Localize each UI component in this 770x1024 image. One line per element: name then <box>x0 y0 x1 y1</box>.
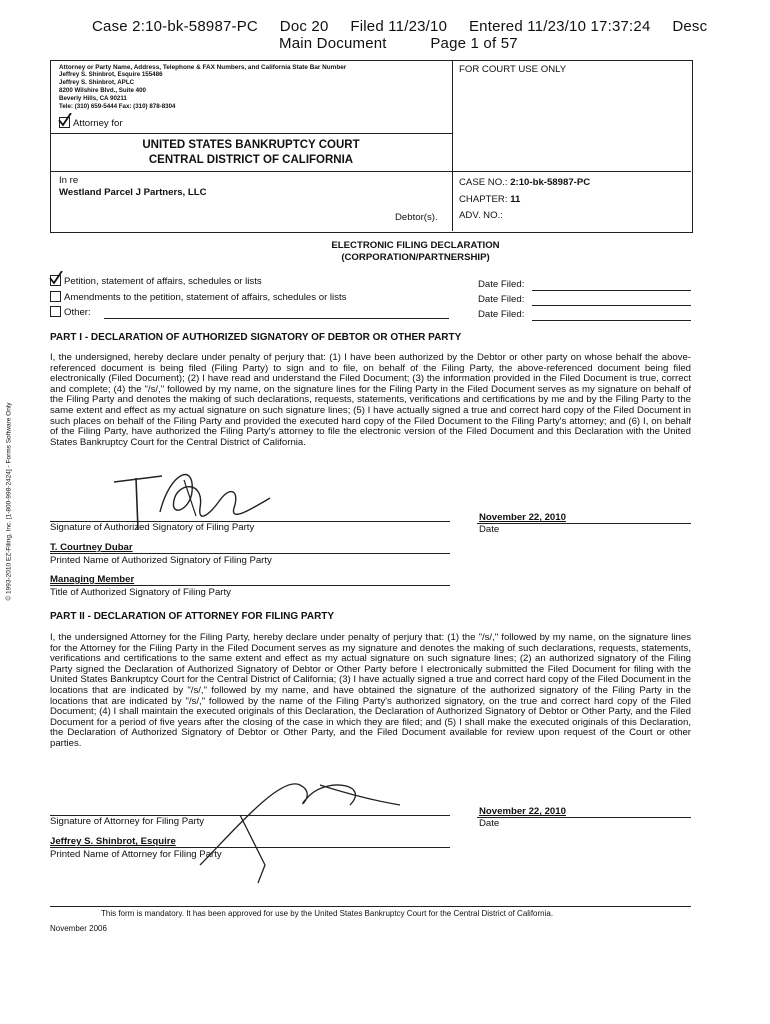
signatory-date-label: Date <box>479 524 500 535</box>
attorney-block-label: Attorney or Party Name, Address, Telephone & FAX Numbers, and California State Bar Number <box>59 64 347 71</box>
attorney-for-checkbox[interactable] <box>59 117 70 128</box>
case-header-line1: Case 2:10-bk-58987-PC Doc 20 Filed 11/23/10 Entered 11/23/10 17:37:24 Desc <box>92 18 708 35</box>
signatory-date: November 22, 2010 <box>479 512 566 523</box>
signatory-title-label: Title of Authorized Signatory of Filing Party <box>50 587 231 598</box>
attorney-date-label: Date <box>479 818 500 829</box>
part2-body: I, the undersigned Attorney for the Filing Party, hereby declare under penalty of perjury that: (1) the "/s/," followed by my name, on the signature lines for the Attorney for the Filing Party in the Filed Document serves as my signature and denotes the making of such declarations, requests, statements, verifications and certifications to the same extent and effect as my actual signature on such signature lines; (2) an authorized signatory of the Filing Party signed the Declaration of Authorized Signatory of Debtor or Other Party before I electronically submitted the Filed Document for filing with the United States Bankruptcy Court for the Central District of California; (3) I have actually signed a true and correct hard copy of the Filed Document in the locations that are indicated by "/s/," followed by my name, and have obtained the signature of the authorized signatory of the Filing Party in the locations that are indicated by "/s/," followed by the name of the Filing Party's authorized signatory, on the true and correct hard copy of the Filed Document; (4) I shall maintain the executed originals of this Declaration, the Declaration of Authorized Signatory of Debtor or Other Party, and the Filed Document for a period of five years after the closing of the case in which they are filed; and (5) I shall make the executed originals of this Declaration, the Declaration of Authorized Signatory of Debtor or Other Party, and the Filed Document available for review upon request of the Court or other parties. <box>50 632 691 749</box>
date-filed-label: Date Filed: <box>478 309 525 320</box>
footer-revision: November 2006 <box>50 924 107 933</box>
attorney-printed-name-label: Printed Name of Attorney for Filing Party <box>50 849 222 860</box>
court-use-label: FOR COURT USE ONLY <box>459 64 567 75</box>
case-header-line2: Main Document Page 1 of 57 <box>279 35 518 52</box>
court-name: UNITED STATES BANKRUPTCY COURT <box>142 139 360 151</box>
option-checkbox[interactable] <box>50 275 61 286</box>
signatory-printed-name: T. Courtney Dubar <box>50 542 133 553</box>
attorney-line: Tele: (310) 659-5444 Fax: (310) 878-8304 <box>59 103 176 110</box>
footer-notice: This form is mandatory. It has been approved for use by the United States Bankruptcy Court for the Central District of California. <box>101 909 554 918</box>
part2-heading: PART II - DECLARATION OF ATTORNEY FOR FILING PARTY <box>50 611 335 622</box>
date-filed-label: Date Filed: <box>478 279 525 290</box>
attorney-signature <box>170 755 410 885</box>
part1-body: I, the undersigned, hereby declare under penalty of perjury that: (1) I have been authorized by the Debtor or other party on whose behalf the above-referenced document is being filed (Filing Party) to sign and to file, on behalf of the Filing Party, the above-referenced document being filed electronically (Filed Document); (2) I have read and understand the Filed Document; (3) the information provided in the Filed Document is true, correct and complete; (4) the "/s/," followed by my name, on the signature lines for the Filing Party in the Filed Document serves as my signature on behalf of the Filing Party and denotes the making of such declarations, requests, statements, verifications and certifications by me and by the Filing Party to the same extent and effect as my actual signature on such signature lines; (5) I have actually signed a true and correct hard copy of the Filed Document in such places on behalf of the Filing Party and provided the executed hard copy of the Filed Document to the Filing Party's attorney; and (6) I, on behalf of the Filing Party, have authorized the Filing Party's attorney to file the electronic version of the Filed Document and this Declaration with the United States Bankruptcy Court for the Central District of California. <box>50 352 691 448</box>
option-other: Other: <box>50 307 91 318</box>
side-copyright-text: © 1993-2010 EZ-Filing, Inc. [1-800-998-2424] - Forms Software Only <box>5 402 13 601</box>
case-number: CASE NO.: 2:10-bk-58987-PC <box>459 177 591 188</box>
signatory-signature-label: Signature of Authorized Signatory of Filing Party <box>50 522 255 533</box>
court-district: CENTRAL DISTRICT OF CALIFORNIA <box>148 154 354 166</box>
attorney-for-checkbox-row <box>59 118 123 129</box>
option-petition: Petition, statement of affairs, schedules or lists <box>50 276 262 287</box>
chapter: CHAPTER: 11 <box>459 194 521 205</box>
attorney-printed-name: Jeffrey S. Shinbrot, Esquire <box>50 836 176 847</box>
debtor-name: Westland Parcel J Partners, LLC <box>59 187 207 198</box>
attorney-for-label: Attorney for <box>73 118 123 130</box>
option-amendments: Amendments to the petition, statement of affairs, schedules or lists <box>50 292 346 303</box>
attorney-line: Beverly Hills, CA 90211 <box>59 95 127 102</box>
in-re-label: In re <box>59 175 79 186</box>
option-checkbox[interactable] <box>50 291 61 302</box>
adv-number-label: ADV. NO.: <box>459 210 503 221</box>
declaration-subtitle: (CORPORATION/PARTNERSHIP) <box>341 252 490 263</box>
attorney-line: Jeffrey S. Shinbrot, Esquire 155486 <box>59 71 163 78</box>
attorney-line: 8200 Wilshire Blvd., Suite 400 <box>59 87 146 94</box>
attorney-signature-label: Signature of Attorney for Filing Party <box>50 816 205 827</box>
declaration-title: ELECTRONIC FILING DECLARATION <box>331 240 500 251</box>
signatory-printed-name-label: Printed Name of Authorized Signatory of Filing Party <box>50 555 272 566</box>
date-filed-label: Date Filed: <box>478 294 525 305</box>
debtor-label: Debtor(s). <box>395 212 438 223</box>
part1-heading: PART I - DECLARATION OF AUTHORIZED SIGNATORY OF DEBTOR OR OTHER PARTY <box>50 332 462 343</box>
attorney-line: Jeffrey S. Shinbrot, APLC <box>59 79 135 86</box>
option-checkbox[interactable] <box>50 306 61 317</box>
attorney-date: November 22, 2010 <box>479 806 566 817</box>
signatory-title: Managing Member <box>50 574 135 585</box>
